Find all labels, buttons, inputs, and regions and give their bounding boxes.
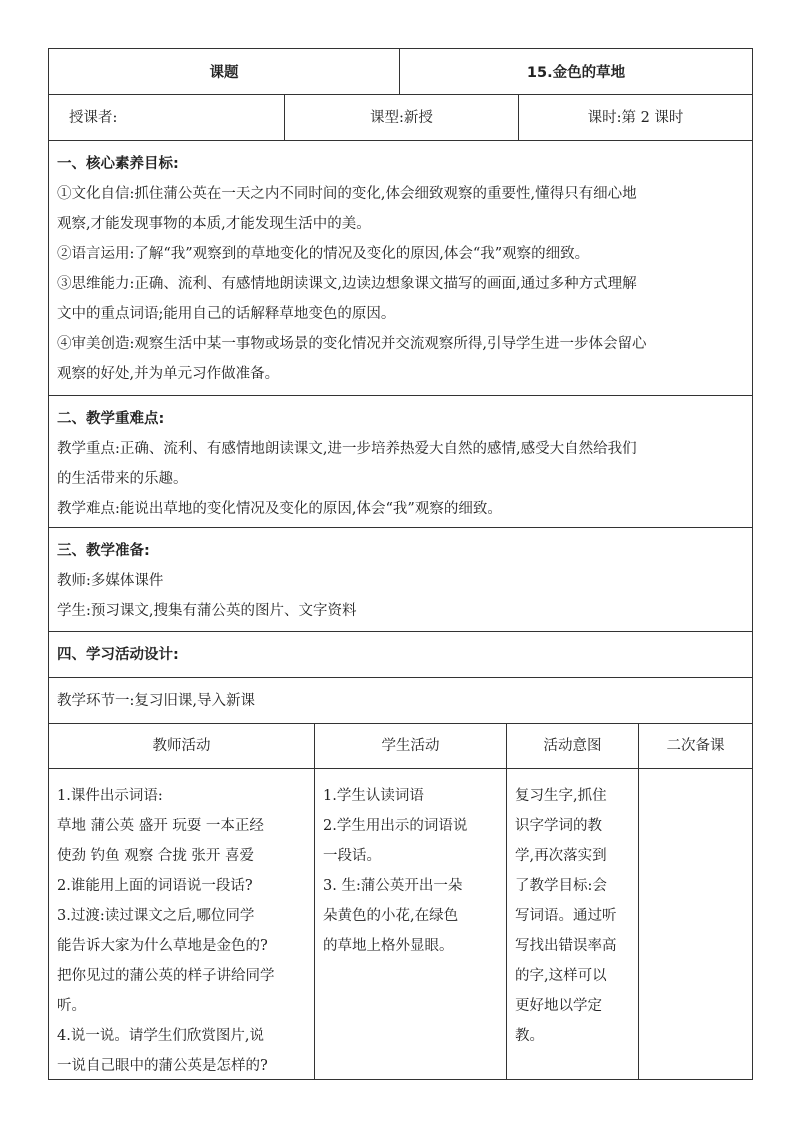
topic-value-cell	[399, 48, 753, 95]
teacher-label: 授课者:	[69, 109, 118, 126]
student-activity-line: 1.学生认读词语	[323, 788, 424, 804]
teacher-activity-line: 草地 蒲公英 盛开 玩耍 一本正经	[57, 818, 264, 834]
teacher-activity-line: 3.过渡:读过课文之后,哪位同学	[57, 908, 255, 924]
intent-line: 识字学词的教	[515, 818, 602, 834]
header-revision	[638, 723, 753, 769]
teacher-activity-cell	[48, 768, 315, 1080]
header-label: 教师活动	[152, 738, 211, 754]
header-student-activity	[314, 723, 507, 769]
teaching-stage: 教学环节一:复习旧课,导入新课	[57, 692, 255, 709]
intent-line: 复习生字,抓住	[515, 788, 607, 804]
student-activity-line: 3. 生:蒲公英开出一朵	[323, 878, 463, 894]
teacher-activity-line: 2.谁能用上面的词语说一段话?	[57, 878, 253, 894]
teacher-activity-line: 一说自己眼中的蒲公英是怎样的?	[57, 1058, 268, 1074]
student-activity-line: 的草地上格外显眼。	[323, 938, 454, 954]
activity-intent-cell	[506, 768, 639, 1080]
teacher-activity-line: 听。	[57, 998, 86, 1014]
lesson-period-cell	[518, 94, 753, 141]
preparation-line: 学生:预习课文,搜集有蒲公英的图片、文字资料	[57, 603, 357, 619]
topic-value: 15.金色的草地	[526, 65, 626, 81]
intent-line: 写找出错误率高	[515, 938, 617, 954]
header-activity-intent	[506, 723, 639, 769]
section-title: 一、核心素养目标:	[57, 156, 179, 172]
section-key-points	[48, 395, 753, 528]
student-activity-cell	[314, 768, 507, 1080]
student-activity-line: 2.学生用出示的词语说	[323, 818, 468, 834]
intent-line: 学,再次落实到	[515, 848, 607, 864]
goal-line: ②语言运用:了解“我”观察到的草地变化的情况及变化的原因,体会“我”观察的细致。	[57, 246, 590, 262]
goal-line: ①文化自信:抓住蒲公英在一天之内不同时间的变化,体会细致观察的重要性,懂得只有细心地	[57, 186, 637, 202]
section-core-goals	[48, 140, 753, 396]
header-label: 活动意图	[543, 738, 602, 754]
lesson-period: 课时:第 2 课时	[587, 109, 684, 126]
section-title: 三、教学准备:	[57, 543, 150, 559]
lesson-type: 课型:新授	[370, 109, 433, 126]
teaching-stage-row	[48, 677, 753, 724]
intent-line: 教。	[515, 1028, 544, 1044]
keypoint-line: 教学难点:能说出草地的变化情况及变化的原因,体会“我”观察的细致。	[57, 501, 502, 517]
keypoint-line: 的生活带来的乐趣。	[57, 471, 188, 487]
goal-line: ③思维能力:正确、流利、有感情地朗读课文,边读边想象课文描写的画面,通过多种方式理解	[57, 276, 637, 292]
revision-cell	[638, 768, 753, 1080]
section-activity-design	[48, 631, 753, 678]
goal-line: ④审美创造:观察生活中某一事物或场景的变化情况并交流观察所得,引导学生进一步体会留心	[57, 336, 647, 352]
goal-line: 观察的好处,并为单元习作做准备。	[57, 366, 280, 382]
topic-label-cell	[48, 48, 400, 95]
intent-line: 的字,这样可以	[515, 968, 607, 984]
student-activity-line: 一段话。	[323, 848, 381, 864]
goal-line: 观察,才能发现事物的本质,才能发现生活中的美。	[57, 216, 371, 232]
header-label: 学生活动	[381, 738, 440, 754]
teacher-activity-line: 能告诉大家为什么草地是金色的?	[57, 938, 268, 954]
section-title: 四、学习活动设计:	[57, 647, 179, 663]
student-activity-line: 朵黄色的小花,在绿色	[323, 908, 459, 924]
teacher-cell	[48, 94, 285, 141]
section-preparation	[48, 527, 753, 632]
goal-line: 文中的重点词语;能用自己的话解释草地变色的原因。	[57, 306, 396, 322]
teacher-activity-line: 把你见过的蒲公英的样子讲给同学	[57, 968, 275, 984]
topic-label: 课题	[209, 65, 239, 81]
intent-line: 写词语。通过听	[515, 908, 617, 924]
keypoint-line: 教学重点:正确、流利、有感情地朗读课文,进一步培养热爱大自然的感情,感受大自然给我们	[57, 441, 637, 457]
lesson-type-cell	[284, 94, 519, 141]
section-title: 二、教学重难点:	[57, 411, 165, 427]
preparation-line: 教师:多媒体课件	[57, 573, 164, 589]
teacher-activity-line: 4.说一说。请学生们欣赏图片,说	[57, 1028, 264, 1044]
teacher-activity-line: 使劲 钓鱼 观察 合拢 张开 喜爱	[57, 848, 255, 864]
header-teacher-activity	[48, 723, 315, 769]
intent-line: 了教学目标:会	[515, 878, 607, 894]
teacher-activity-line: 1.课件出示词语:	[57, 788, 163, 804]
header-label: 二次备课	[666, 738, 725, 754]
intent-line: 更好地以学定	[515, 998, 602, 1014]
